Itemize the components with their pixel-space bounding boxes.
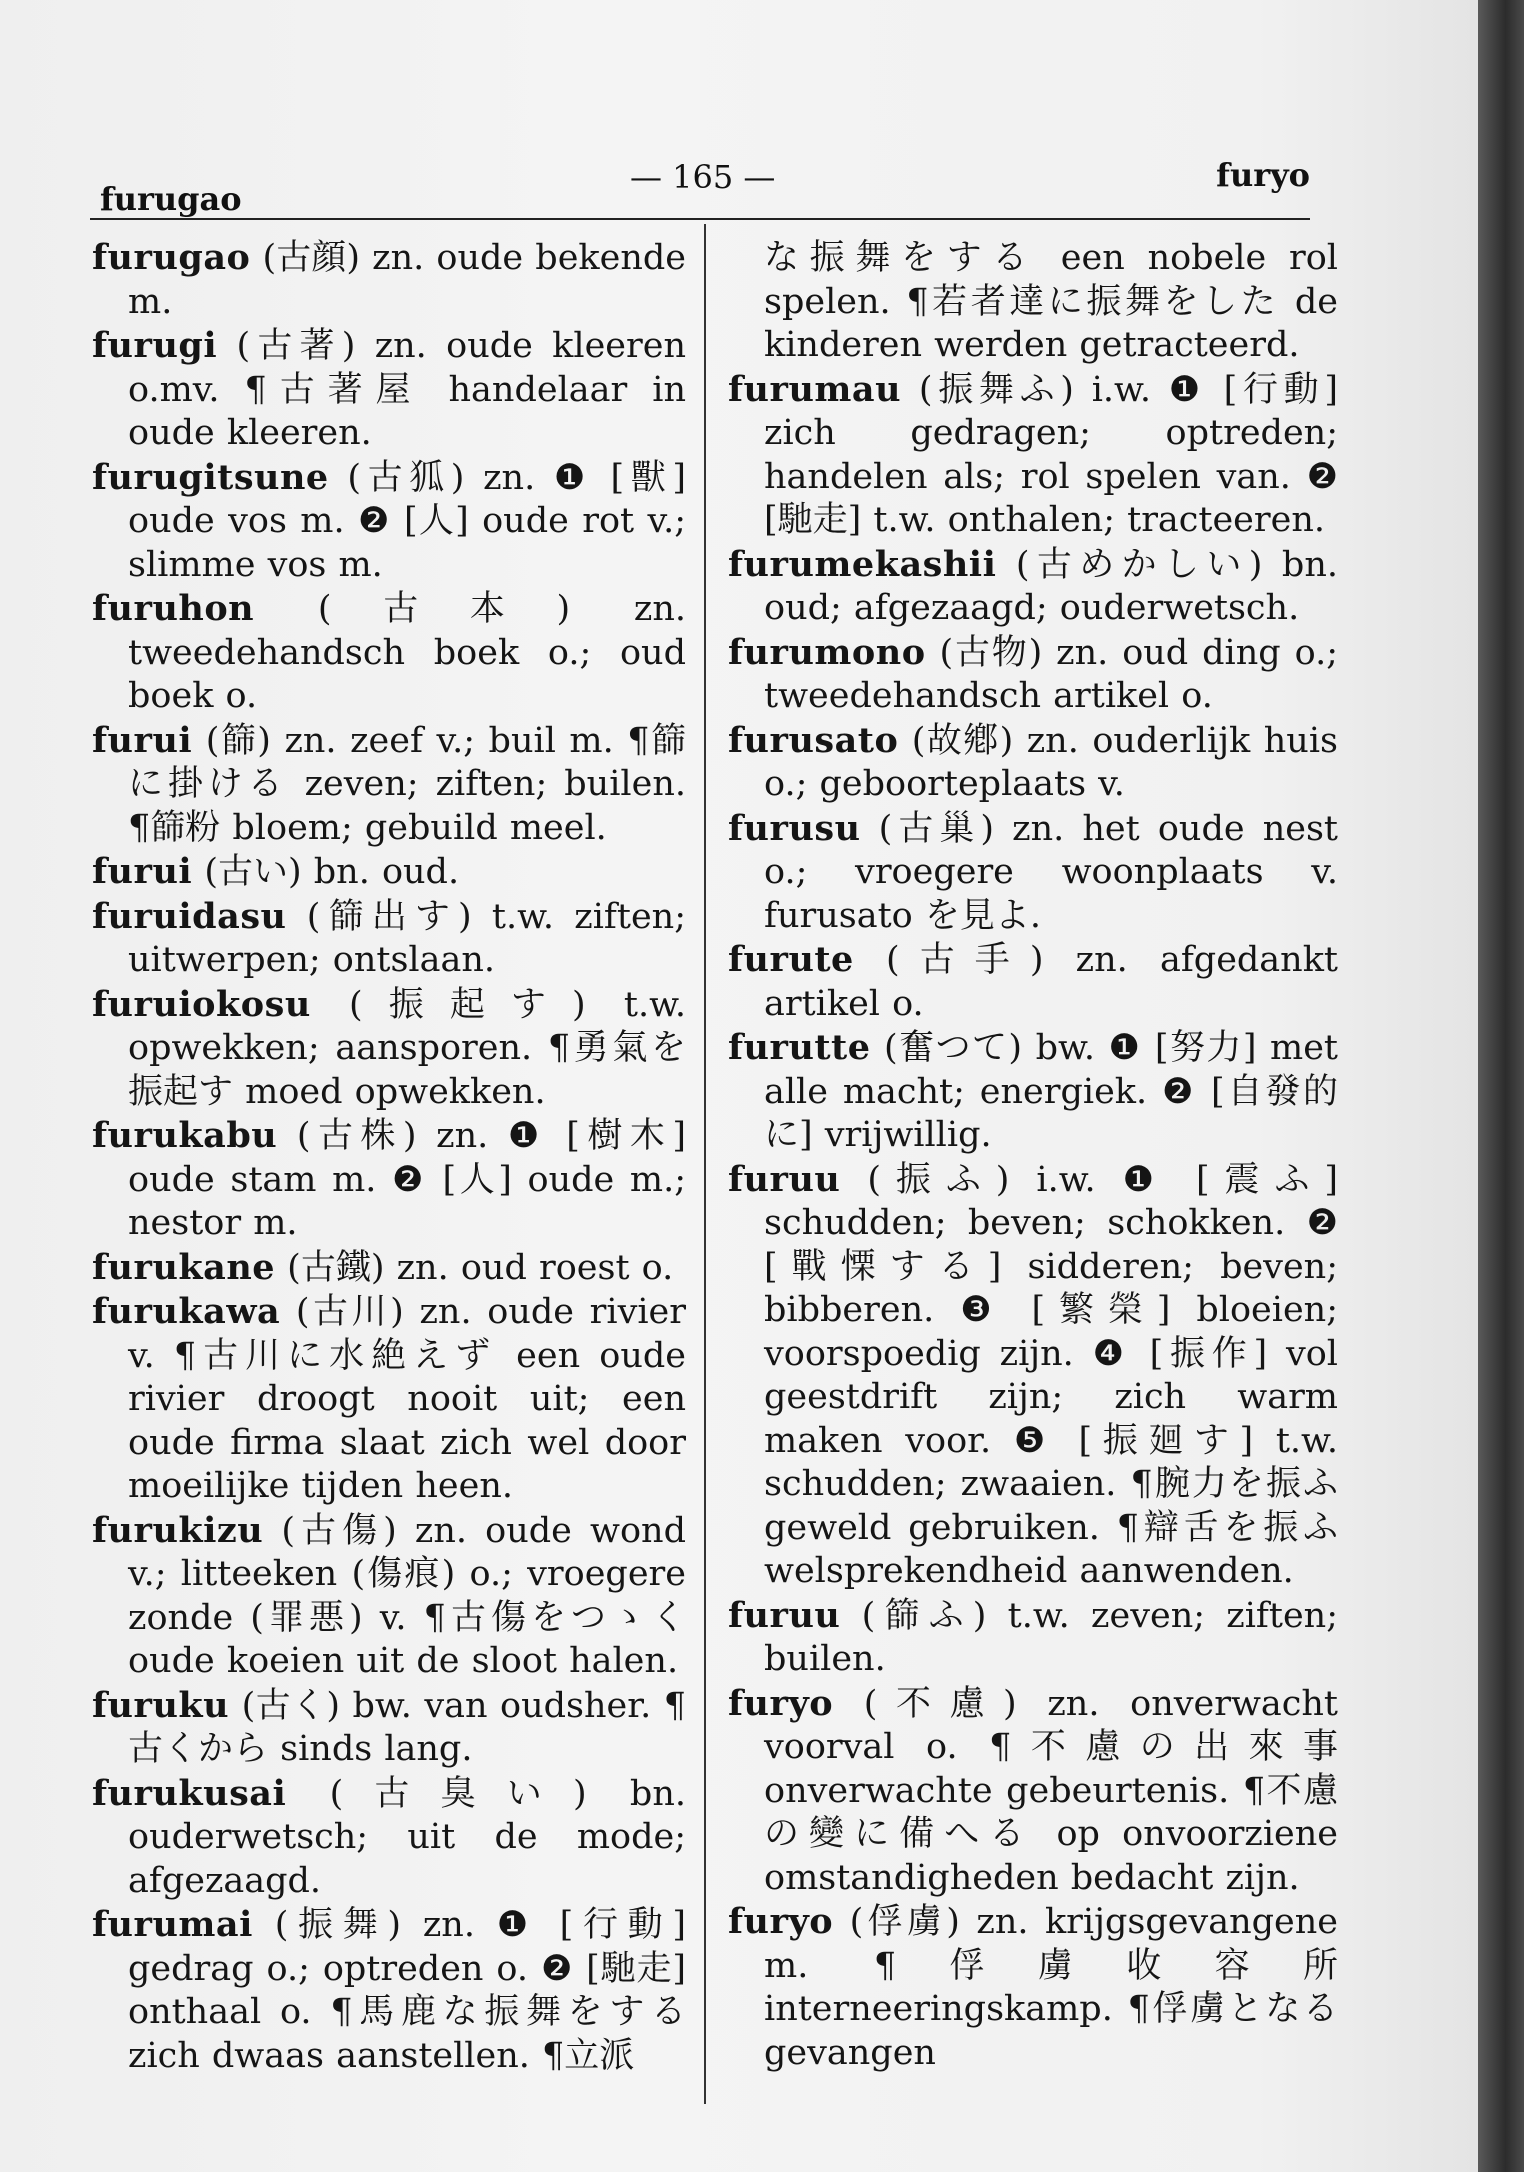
entry-body: (奮つて) bw. ❶ [努力] met alle macht; energiek. ❷ [自發的に] vrijwillig. — [764, 1028, 1338, 1155]
dictionary-entry — [92, 850, 686, 895]
entry-body: (古巢) zn. het oude nest o.; vroegere woonplaats v. furusato を見よ. — [764, 808, 1338, 936]
entry-body: (振舞) zn. ❶ [行動] gedrag o.; optreden o. ❷ [馳走] onthaal o. ¶馬鹿な振舞をする zich dwaas aanstellen. ¶立派 — [128, 1905, 686, 2076]
headword: furute — [728, 939, 854, 980]
entry-body: (古く) bw. van oudsher. ¶古くから sinds lang. — [128, 1685, 686, 1769]
dictionary-entry — [92, 1772, 686, 1904]
dictionary-entry — [92, 719, 686, 851]
dictionary-entry — [92, 587, 686, 719]
column-divider — [704, 224, 706, 2104]
headword: furumai — [92, 1904, 253, 1945]
dictionary-entry — [92, 895, 686, 983]
headword: furuu — [728, 1594, 841, 1636]
headword: furugitsune — [92, 456, 329, 498]
headword: furumekashii — [728, 543, 997, 585]
dictionary-entry — [728, 1900, 1338, 2075]
guide-word-right: furyo — [1216, 156, 1310, 194]
entry-body: (古い) bn. oud. — [192, 852, 460, 892]
dictionary-entry — [728, 1594, 1338, 1682]
entry-body: (故鄕) zn. ouderlijk huis o.; geboorteplaats v. — [764, 720, 1338, 804]
entry-body: (古著) zn. oude kleeren o.mv. ¶古著屋 handelaar in oude kleeren. — [128, 326, 686, 453]
headword: furuidasu — [92, 895, 287, 937]
left-column — [92, 236, 686, 2078]
entry-body: (古めかしい) bn. oud; afgezaagd; ouderwetsch. — [764, 544, 1338, 628]
page-number: — 165 — — [630, 158, 776, 196]
entry-body: (振起す) t.w. opwekken; aansporen. ¶勇氣を振起す moed opwekken. — [128, 984, 686, 1112]
entry-body: (俘虜) zn. krijgsgevangene m. ¶俘虜收容所 interneeringskamp. ¶俘虜となる gevangen — [764, 1902, 1338, 2073]
right-column — [728, 236, 1338, 2075]
entry-body: (古狐) zn. ❶ [獸] oude vos m. ❷ [人] oude rot v.; slimme vos m. — [128, 457, 686, 585]
book-edge — [1478, 0, 1524, 2172]
guide-word-left: furugao — [100, 180, 242, 218]
headword: furukizu — [92, 1509, 264, 1551]
dictionary-entry — [728, 543, 1338, 631]
entry-body: (古株) zn. ❶ [樹木] oude stam m. ❷ [人] oude m.; nestor m. — [128, 1116, 686, 1243]
headword: furuhon — [92, 588, 255, 629]
entry-body: (古本) zn. tweedehandsch boek o.; oud boek o. — [128, 589, 686, 716]
dictionary-entry — [728, 719, 1338, 807]
headword: furyo — [728, 1682, 834, 1724]
dictionary-entry — [728, 938, 1338, 1026]
header-rule — [90, 218, 1310, 220]
headword: furugi — [92, 325, 218, 366]
headword: furuiokosu — [92, 983, 311, 1025]
headword: furukusai — [92, 1772, 287, 1814]
headword: furui — [92, 851, 193, 892]
entry-body: (篩ふ) t.w. zeven; ziften; builen. — [764, 1595, 1338, 1679]
entry-body: (古顔) zn. oude bekende m. — [128, 238, 686, 322]
entry-body: (振舞ふ) i.w. ❶ [行動] zich gedragen; optreden; handelen als; rol spelen van. ❷ [馳走] t.w. onthalen; tracteeren. — [764, 369, 1338, 540]
headword: furyo — [728, 1901, 834, 1942]
entry-body: (古鐵) zn. oud roest o. — [275, 1247, 674, 1288]
dictionary-entry — [92, 456, 686, 588]
dictionary-entry — [92, 983, 686, 1115]
headword: furutte — [728, 1027, 871, 1068]
dictionary-entry — [92, 1684, 686, 1772]
headword: furugao — [92, 237, 251, 278]
dictionary-entry — [92, 236, 686, 324]
dictionary-entry — [728, 631, 1338, 719]
dictionary-entry — [92, 324, 686, 456]
headword: furukane — [92, 1246, 276, 1288]
headword: furusato — [728, 719, 899, 761]
entry-body: (不慮) zn. onverwacht voorval o. ¶不慮の出來事 onverwachte gebeurtenis. ¶不慮の變に備へる op onvoorziene omstandigheden bedacht zijn. — [764, 1683, 1338, 1898]
headword: furusu — [728, 807, 861, 849]
entry-body: な振舞をする een nobele rol spelen. ¶若者達に振舞をした de kinderen werden getracteerd. — [764, 238, 1338, 365]
dictionary-entry — [92, 1509, 686, 1684]
dictionary-entry — [92, 1114, 686, 1246]
entry-body: (古手) zn. afgedankt artikel o. — [764, 940, 1338, 1024]
dictionary-entry — [728, 368, 1338, 543]
dictionary-entry — [728, 1026, 1338, 1158]
entry-body: (篩) zn. zeef v.; buil m. ¶篩に掛ける zeven; ziften; builen. ¶篩粉 bloem; gebuild meel. — [128, 720, 686, 848]
dictionary-entry — [92, 1903, 686, 2078]
entry-body: (古傷) zn. oude wond v.; litteeken (傷痕) o.; vroegere zonde (罪悪) v. ¶古傷をつゝく oude koeien uit de sloot halen. — [128, 1510, 686, 1681]
headword: furukawa — [92, 1291, 281, 1332]
dictionary-entry — [92, 1246, 686, 1291]
entry-body: (古臭い) bn. ouderwetsch; uit de mode; afgezaagd. — [128, 1773, 686, 1901]
dictionary-entry — [728, 807, 1338, 939]
entry-body: (篩出す) t.w. ziften; uitwerpen; ontslaan. — [128, 896, 686, 980]
dictionary-entry — [728, 1158, 1338, 1594]
headword: furukabu — [92, 1115, 278, 1156]
dictionary-entry — [92, 1290, 686, 1509]
headword: furumau — [728, 368, 902, 410]
entry-body: (振ふ) i.w. ❶ [震ふ] schudden; beven; schokken. ❷ [戰慄する] sidderen; beven; bibberen. ❸ [繁榮] bloeien; voorspoedig zijn. ❹ [振作] vol geestdrift zijn; zich warm maken voor. ❺ [振廻す] t.w. schudden; zwaaien. ¶腕力を振ふ geweld gebruiken. ¶辯舌を振ふ welsprekendheid aanwenden. — [764, 1159, 1338, 1591]
dictionary-entry — [728, 1682, 1338, 1901]
headword: furui — [92, 719, 193, 761]
headword: furumono — [728, 631, 926, 673]
headword: furuu — [728, 1158, 841, 1200]
entry-body: (古川) zn. oude rivier v. ¶古川に水絶えず een oude rivier droogt nooit uit; een oude firma slaat zich wel door moeilijke tijden heen. — [128, 1292, 686, 1506]
entry-body: (古物) zn. oud ding o.; tweedehandsch artikel o. — [764, 632, 1338, 716]
running-head — [100, 150, 1310, 218]
entry-continuation — [728, 236, 1338, 368]
headword: furuku — [92, 1684, 230, 1726]
